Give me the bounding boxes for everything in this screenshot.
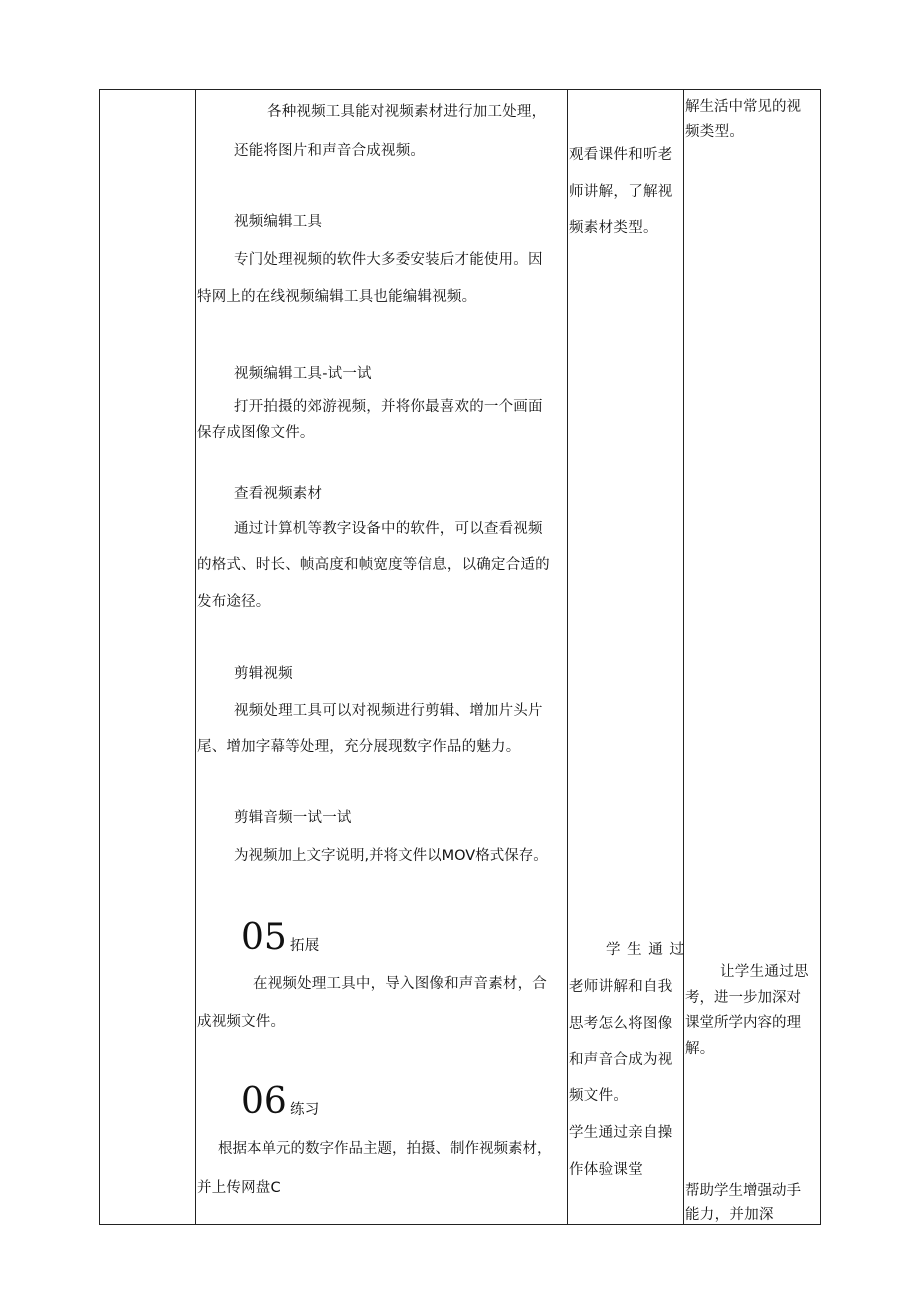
table-border-right (820, 89, 821, 1225)
design-intent-line: 频类型。 (685, 124, 745, 140)
content-line: 通过计算机等教字设备中的软件，可以查看视频 (234, 521, 543, 537)
section-label-practice: 练习 (290, 1102, 320, 1118)
table-divider-3 (683, 89, 684, 1225)
section-heading-video-edit-tool: 视频编辑工具 (234, 214, 323, 230)
section-number-05: 05 (241, 917, 287, 958)
student-activity-line: 师讲解，了解视 (569, 184, 673, 200)
design-intent-line: 让学生通过思 (720, 964, 809, 980)
table-border-top (99, 89, 821, 90)
content-line: 在视频处理工具中，导入图像和声音素材，合 (253, 976, 547, 992)
student-activity-line: 频素材类型。 (569, 220, 658, 236)
table-divider-1 (195, 89, 196, 1225)
section-heading-cut-video: 剪辑视频 (234, 666, 293, 682)
content-line: 根据本单元的数字作品主题，拍摄、制作视频素材， (218, 1141, 552, 1157)
section-heading-try-1: 视频编辑工具-试一试 (234, 366, 372, 382)
section-number-06: 06 (241, 1081, 287, 1122)
student-activity-line: 学生通过亲自操 (569, 1125, 673, 1141)
content-line: 为视频加上文字说明,并将文件以MOV格式保存。 (234, 848, 548, 864)
student-activity-line: 老师讲解和自我 (569, 979, 673, 995)
table-divider-2 (567, 89, 568, 1225)
design-intent-line: 考，进一步加深对 (685, 990, 801, 1006)
content-line: 打开拍摄的郊游视频，并将你最喜欢的一个画面 (234, 399, 543, 415)
section-heading-view-material: 查看视频素材 (234, 486, 323, 502)
content-line: 特网上的在线视频编辑工具也能编辑视频。 (197, 289, 477, 305)
student-activity-line: 作体验课堂 (569, 1162, 643, 1178)
design-intent-line: 解。 (685, 1041, 715, 1057)
content-line: 的格式、时长、帧高度和帧宽度等信息，以确定合适的 (197, 557, 550, 573)
student-activity-line: 思考怎么将图像 (569, 1016, 673, 1032)
design-intent-line: 能力，并加深 (685, 1207, 774, 1223)
content-line: 尾、增加字幕等处理，充分展现数字作品的魅力。 (197, 739, 521, 755)
student-activity-line: 学 生 通 过 (606, 942, 685, 958)
content-line: 专门处理视频的软件大多委安装后才能使用。因 (234, 252, 543, 268)
section-heading-try-2: 剪辑音频一试一试 (234, 810, 352, 826)
student-activity-line: 频文件。 (569, 1088, 629, 1104)
content-line: 视频处理工具可以对视频进行剪辑、增加片头片 (234, 703, 543, 719)
content-line: 发布途径。 (197, 594, 271, 610)
content-line: 还能将图片和声音合成视频。 (234, 143, 426, 159)
content-line: 各种视频工具能对视频素材进行加工处理， (267, 104, 547, 120)
content-line: 并上传网盘C (197, 1180, 281, 1196)
design-intent-line: 帮助学生增强动手 (685, 1183, 801, 1199)
section-label-expand: 拓展 (290, 938, 320, 954)
table-border-left (99, 89, 100, 1225)
content-line: 成视频文件。 (197, 1014, 286, 1030)
student-activity-line: 观看课件和听老 (569, 147, 673, 163)
design-intent-line: 解生活中常见的视 (685, 99, 801, 115)
student-activity-line: 和声音合成为视 (569, 1052, 673, 1068)
content-line: 保存成图像文件。 (197, 425, 315, 441)
design-intent-line: 课堂所学内容的理 (685, 1015, 801, 1031)
